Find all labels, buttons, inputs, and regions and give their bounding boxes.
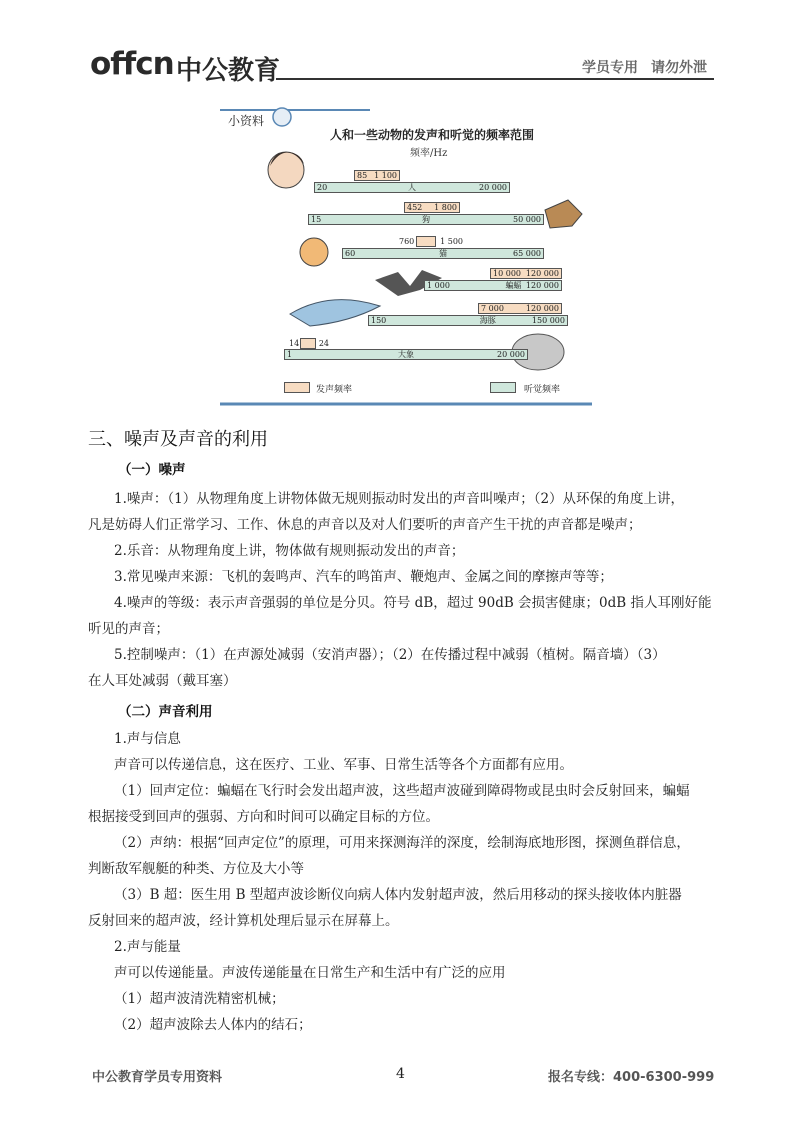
paragraph: （1）超声波清洗精密机械； xyxy=(114,991,285,1007)
paragraph: （2）超声波除去人体内的结石； xyxy=(114,1017,312,1033)
figure-unit: 频率/Hz xyxy=(410,148,448,159)
hearing-bar-elephant: 1 大象 20 000 xyxy=(284,349,528,360)
voice-bar-dolphin: 7 000 120 000 xyxy=(478,303,562,314)
section-title: 三、噪声及声音的利用 xyxy=(88,429,268,450)
logo-zhonggong: 中公教育 xyxy=(176,56,281,86)
paragraph: 1.噪声：（1）从物理角度上讲物体做无规则振动时发出的声音叫噪声；（2）从环保的角度上讲， xyxy=(114,491,685,507)
paragraph: 5.控制噪声：（1）在声源处减弱（安消声器）；（2）在传播过程中减弱（植树。隔音墙）（3） xyxy=(114,647,666,663)
frequency-figure xyxy=(220,100,592,407)
paragraph: 反射回来的超声波，经计算机处理后显示在屏幕上。 xyxy=(88,913,399,929)
subsection-sound-use: （二）声音利用 xyxy=(118,704,213,720)
paragraph: 3.常见噪声来源：飞机的轰鸣声、汽车的鸣笛声、鞭炮声、金属之间的摩擦声等等； xyxy=(114,569,613,585)
hearing-bar-dog: 15 狗 50 000 xyxy=(308,214,544,225)
legend-hearing-swatch xyxy=(490,382,516,393)
paragraph: 2.乐音：从物理角度上讲，物体做有规则振动发出的声音； xyxy=(114,543,465,559)
paragraph: 判断敌军舰艇的种类、方位及大小等 xyxy=(88,861,304,877)
header-tag-nodisclose: 请勿外泄 xyxy=(651,60,707,76)
voice-bar-cat: 760 1 500 xyxy=(399,237,463,246)
page-number: 4 xyxy=(396,1066,405,1082)
legend-voice-label: 发声频率 xyxy=(316,385,353,395)
paragraph: 声可以传递能量。声波传递能量在日常生产和生活中有广泛的应用 xyxy=(114,965,506,981)
logo-offcn: offcn xyxy=(90,46,174,82)
hearing-bar-bat: 1 000 蝙蝠 120 000 xyxy=(424,280,562,291)
subsection-noise: （一）噪声 xyxy=(118,462,186,478)
legend-voice-swatch xyxy=(284,382,310,393)
paragraph: 在人耳处减弱（戴耳塞） xyxy=(88,673,237,689)
hearing-bar-dolphin: 150 海豚 150 000 xyxy=(368,315,568,326)
paragraph: 2.声与能量 xyxy=(114,939,181,955)
voice-bar-dog: 452 1 800 xyxy=(404,202,460,213)
voice-bar-elephant: 14 24 xyxy=(289,339,329,348)
figure-label: 小资料 xyxy=(228,114,265,128)
footer-hotline: 报名专线：400-6300-999 xyxy=(548,1070,715,1085)
header-divider xyxy=(276,78,714,80)
legend-hearing-label: 听觉频率 xyxy=(524,385,561,395)
paragraph: 根据接受到回声的强弱、方向和时间可以确定目标的方位。 xyxy=(88,809,439,825)
voice-bar-human: 85 1 100 xyxy=(354,170,400,181)
paragraph: （3）B 超：医生用 B 型超声波诊断仪向病人体内发射超声波，然后用移动的探头接收体内脏器 xyxy=(114,887,682,903)
header-tag-student: 学员专用 xyxy=(582,60,638,76)
paragraph: （1）回声定位：蝙蝠在飞行时会发出超声波，这些超声波碰到障碍物或昆虫时会反射回来，蝙蝠 xyxy=(114,783,690,799)
paragraph: 4.噪声的等级：表示声音强弱的单位是分贝。符号 dB，超过 90dB 会损害健康；0dB 指人耳刚好能 xyxy=(114,595,712,611)
hearing-bar-cat: 60 猫 65 000 xyxy=(342,248,544,259)
paragraph: 1.声与信息 xyxy=(114,731,181,747)
paragraph: 凡是妨碍人们正常学习、工作、休息的声音以及对人们要听的声音产生干扰的声音都是噪声； xyxy=(88,517,642,533)
paragraph: 听见的声音； xyxy=(88,621,169,637)
paragraph: 声音可以传递信息，这在医疗、工业、军事、日常生活等各个方面都有应用。 xyxy=(114,757,573,773)
paragraph: （2）声纳：根据“回声定位”的原理，可用来探测海洋的深度，绘制海底地形图，探测鱼群信息， xyxy=(114,835,690,851)
figure-title: 人和一些动物的发声和听觉的频率范围 xyxy=(330,128,535,142)
footer-left: 中公教育学员专用资料 xyxy=(92,1070,223,1085)
voice-bar-bat: 10 000 120 000 xyxy=(490,268,562,279)
hearing-bar-human: 20 人 20 000 xyxy=(314,182,510,193)
